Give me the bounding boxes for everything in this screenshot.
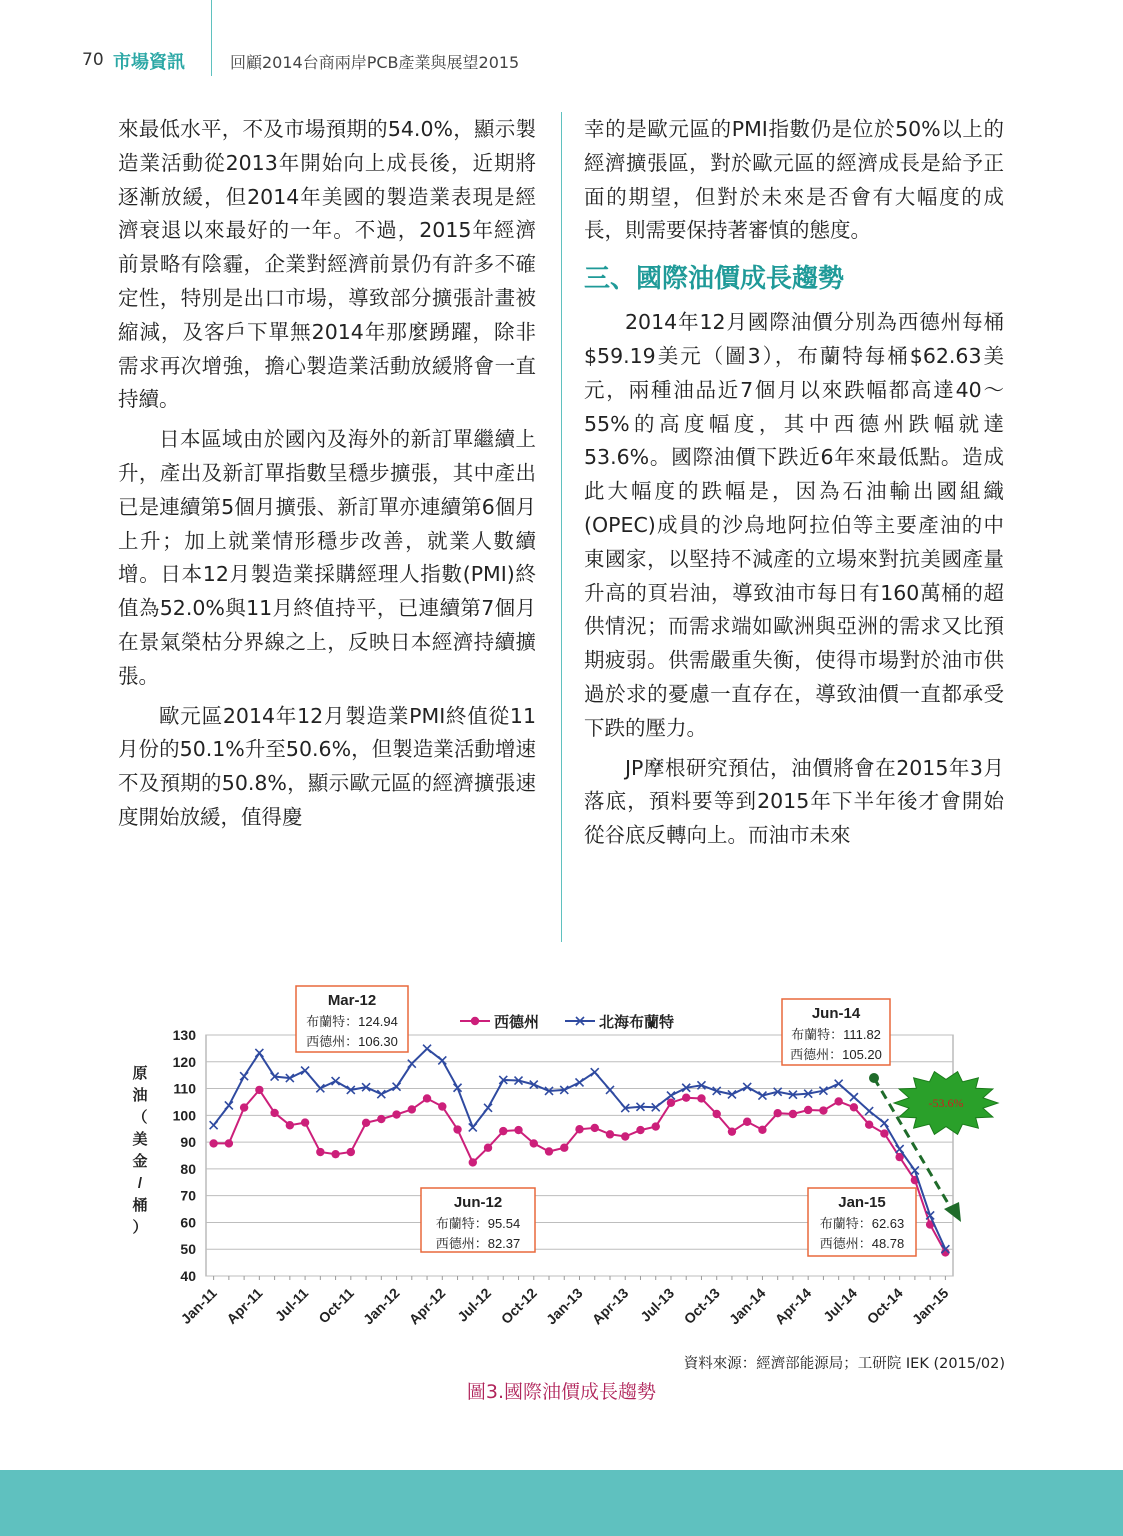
annotation-text: 布蘭特：111.82 xyxy=(791,1027,881,1042)
y-tick-label: 90 xyxy=(180,1134,196,1151)
paragraph: 2014年12月國際油價分別為西德州每桶$59.19美元（圖3），布蘭特每桶$62.63美元，兩種油品近7個月以來跌幅都高達40～55%的高度幅度，其中西德州跌幅就達53.6%。國際油價下跌近6年來最低點。造成此大幅度的跌幅是，因為石油輸出國組織(OPEC)成員的沙烏地阿拉伯等主要產油的中東國家，以堅持不減產的立場來對抗美國產量升高的頁岩油，導致油市每日有160萬桶的超供情況；而需求端如歐洲與亞洲的需求又比預期疲弱。供需嚴重失衡，使得市場對於油市供過於求的憂慮一直存在，導致油價一直都承受下跌的壓力。 xyxy=(584,310,1004,740)
paragraph: 來最低水平，不及市場預期的54.0%，顯示製造業活動從2013年開始向上成長後，近期將逐漸放緩，但2014年美國的製造業表現是經濟衰退以來最好的一年。不過，2015年經濟前景略有陰霾，企業對經濟前景仍有許多不確定性，特別是出口市場，導致部分擴張計畫被縮減，及客戶下單無2014年那麼踴躍，除非需求再次增強，擔心製造業活動放緩將會一直持續。 xyxy=(118,117,536,412)
data-point xyxy=(255,1086,263,1094)
data-point xyxy=(880,1129,888,1137)
chart-svg xyxy=(120,978,1010,1358)
y-axis-label: 桶 xyxy=(132,1197,148,1214)
data-point xyxy=(423,1094,431,1102)
x-tick-label: Jan-13 xyxy=(542,1284,586,1328)
x-tick-label: Jul-13 xyxy=(637,1284,678,1325)
x-tick-label: Apr-13 xyxy=(588,1284,632,1328)
data-point xyxy=(484,1144,492,1152)
data-point xyxy=(697,1094,705,1102)
data-point xyxy=(316,1148,324,1156)
annotation-text: 布蘭特：95.54 xyxy=(435,1216,521,1231)
data-point xyxy=(804,1106,812,1114)
paragraph: 日本區域由於國內及海外的新訂單繼續上升，產出及新訂單指數呈穩步擴張，其中產出已是連續第5個月擴張、新訂單亦連續第6個月上升；加上就業情形穩步改善，就業人數續增。日本12月製造業採購經理人指數(PMI)終值為52.0%與11月終值持平，已連續第7個月在景氣榮枯分界線之上，反映日本經濟持續擴張。 xyxy=(118,427,536,688)
trend-arrow-start xyxy=(869,1073,879,1083)
legend-label: 北海布蘭特 xyxy=(599,1014,675,1031)
y-tick-label: 40 xyxy=(180,1268,196,1284)
data-point xyxy=(728,1127,736,1135)
data-point xyxy=(530,1139,538,1147)
y-tick-label: 70 xyxy=(180,1187,196,1204)
y-axis-label: 美 xyxy=(132,1131,148,1148)
x-tick-label: Jan-11 xyxy=(177,1284,220,1327)
data-point xyxy=(362,1119,370,1127)
data-point xyxy=(636,1126,644,1134)
x-tick-label: Jul-12 xyxy=(454,1284,495,1325)
callout-label: -53.6% xyxy=(928,1096,964,1110)
annotation-title: Mar-12 xyxy=(327,992,377,1009)
data-point xyxy=(789,1110,797,1118)
y-tick-label: 50 xyxy=(180,1241,196,1258)
y-tick-label: 80 xyxy=(180,1160,196,1177)
annotation-text: 布蘭特：124.94 xyxy=(306,1014,398,1029)
x-tick-label: Oct-12 xyxy=(497,1284,540,1327)
data-point xyxy=(347,1148,355,1156)
annotation-text: 西德州：48.78 xyxy=(819,1236,905,1251)
y-axis-label: 金 xyxy=(132,1153,148,1170)
y-axis-label: / xyxy=(137,1175,143,1192)
data-point xyxy=(865,1121,873,1129)
data-point xyxy=(331,1150,339,1158)
annotation-title: Jun-14 xyxy=(811,1005,861,1022)
y-tick-label: 130 xyxy=(172,1027,196,1043)
x-tick-label: Oct-11 xyxy=(315,1284,357,1327)
x-tick-label: Apr-12 xyxy=(405,1284,449,1328)
annotation-text: 布蘭特：62.63 xyxy=(819,1216,905,1231)
data-point xyxy=(240,1103,248,1111)
data-point xyxy=(225,1139,233,1147)
data-point xyxy=(682,1093,690,1101)
x-tick-label: Apr-11 xyxy=(223,1284,266,1327)
y-axis-label: ） xyxy=(132,1219,148,1236)
x-tick-label: Oct-13 xyxy=(680,1284,723,1327)
paragraph: JP摩根研究預估，油價將會在2015年3月落底，預料要等到2015年下半年後才會開始從谷底反轉向上。而油市未來 xyxy=(584,755,1004,848)
data-point xyxy=(621,1132,629,1140)
data-point xyxy=(392,1110,400,1118)
annotation-text: 西德州：82.37 xyxy=(435,1236,521,1251)
figure-caption: 圖3.國際油價成長趨勢 xyxy=(466,1381,657,1403)
header-divider xyxy=(211,0,212,76)
x-tick-label: Oct-14 xyxy=(863,1284,906,1327)
data-point xyxy=(560,1144,568,1152)
data-point xyxy=(834,1097,842,1105)
data-point xyxy=(377,1115,385,1123)
y-tick-label: 110 xyxy=(173,1080,196,1097)
annotation-title: Jun-12 xyxy=(453,1194,503,1211)
x-tick-label: Apr-14 xyxy=(771,1284,815,1328)
x-tick-label: Jan-12 xyxy=(360,1284,403,1328)
right-column xyxy=(584,113,1004,853)
data-point xyxy=(591,1124,599,1132)
section-title: 市場資訊 xyxy=(113,52,185,73)
y-tick-label: 120 xyxy=(172,1053,196,1070)
data-point xyxy=(575,1125,583,1133)
data-point xyxy=(652,1122,660,1130)
data-point xyxy=(408,1105,416,1113)
annotation-title: Jan-15 xyxy=(838,1194,886,1211)
data-point xyxy=(773,1109,781,1117)
section-heading: 三、國際油價成長趨勢 xyxy=(584,264,845,295)
y-axis-label: 油 xyxy=(132,1087,148,1104)
data-point xyxy=(850,1103,858,1111)
data-point xyxy=(514,1126,522,1134)
x-tick-label: Jul-11 xyxy=(271,1284,312,1325)
figure-source: 資料來源：經濟部能源局；工研院 IEK (2015/02) xyxy=(683,1356,1005,1372)
annotation-text: 西德州：106.30 xyxy=(306,1034,398,1049)
data-point xyxy=(209,1139,217,1147)
x-tick-label: Jul-14 xyxy=(820,1284,861,1325)
data-point xyxy=(301,1118,309,1126)
data-point xyxy=(453,1125,461,1133)
x-tick-label: Jan-14 xyxy=(725,1284,769,1328)
y-tick-label: 100 xyxy=(172,1107,196,1124)
footer-band xyxy=(0,1470,1123,1536)
annotation-text: 西德州：105.20 xyxy=(790,1047,882,1062)
y-axis-label: 原 xyxy=(132,1065,148,1082)
column-divider xyxy=(561,112,562,942)
paragraph: 幸的是歐元區的PMI指數仍是位於50%以上的經濟擴張區，對於歐元區的經濟成長是給予正面的期望，但對於未來是否會有大幅度的成長，則需要保持著審慎的態度。 xyxy=(584,117,1004,243)
oil-price-chart xyxy=(120,978,1010,1368)
data-point xyxy=(438,1102,446,1110)
data-point xyxy=(545,1147,553,1155)
legend-label: 西德州 xyxy=(494,1014,540,1031)
data-point xyxy=(667,1099,675,1107)
paragraph: 歐元區2014年12月製造業PMI終值從11月份的50.1%升至50.6%，但製造業活動增速不及預期的50.8%，顯示歐元區的經濟擴張速度開始放緩，值得慶 xyxy=(118,703,536,829)
page-number: 70 xyxy=(82,50,104,70)
y-axis-label: （ xyxy=(132,1109,148,1126)
data-point xyxy=(743,1118,751,1126)
data-point xyxy=(606,1130,614,1138)
data-point xyxy=(270,1109,278,1117)
x-tick-label: Jan-15 xyxy=(908,1284,952,1328)
data-point xyxy=(758,1126,766,1134)
legend-marker xyxy=(471,1017,479,1025)
left-column xyxy=(118,113,536,835)
data-point xyxy=(469,1158,477,1166)
running-title: 回顧2014台商兩岸PCB產業與展望2015 xyxy=(230,53,520,72)
data-point xyxy=(819,1106,827,1114)
data-point xyxy=(713,1110,721,1118)
data-point xyxy=(499,1127,507,1135)
data-point xyxy=(286,1121,294,1129)
y-tick-label: 60 xyxy=(180,1214,196,1231)
